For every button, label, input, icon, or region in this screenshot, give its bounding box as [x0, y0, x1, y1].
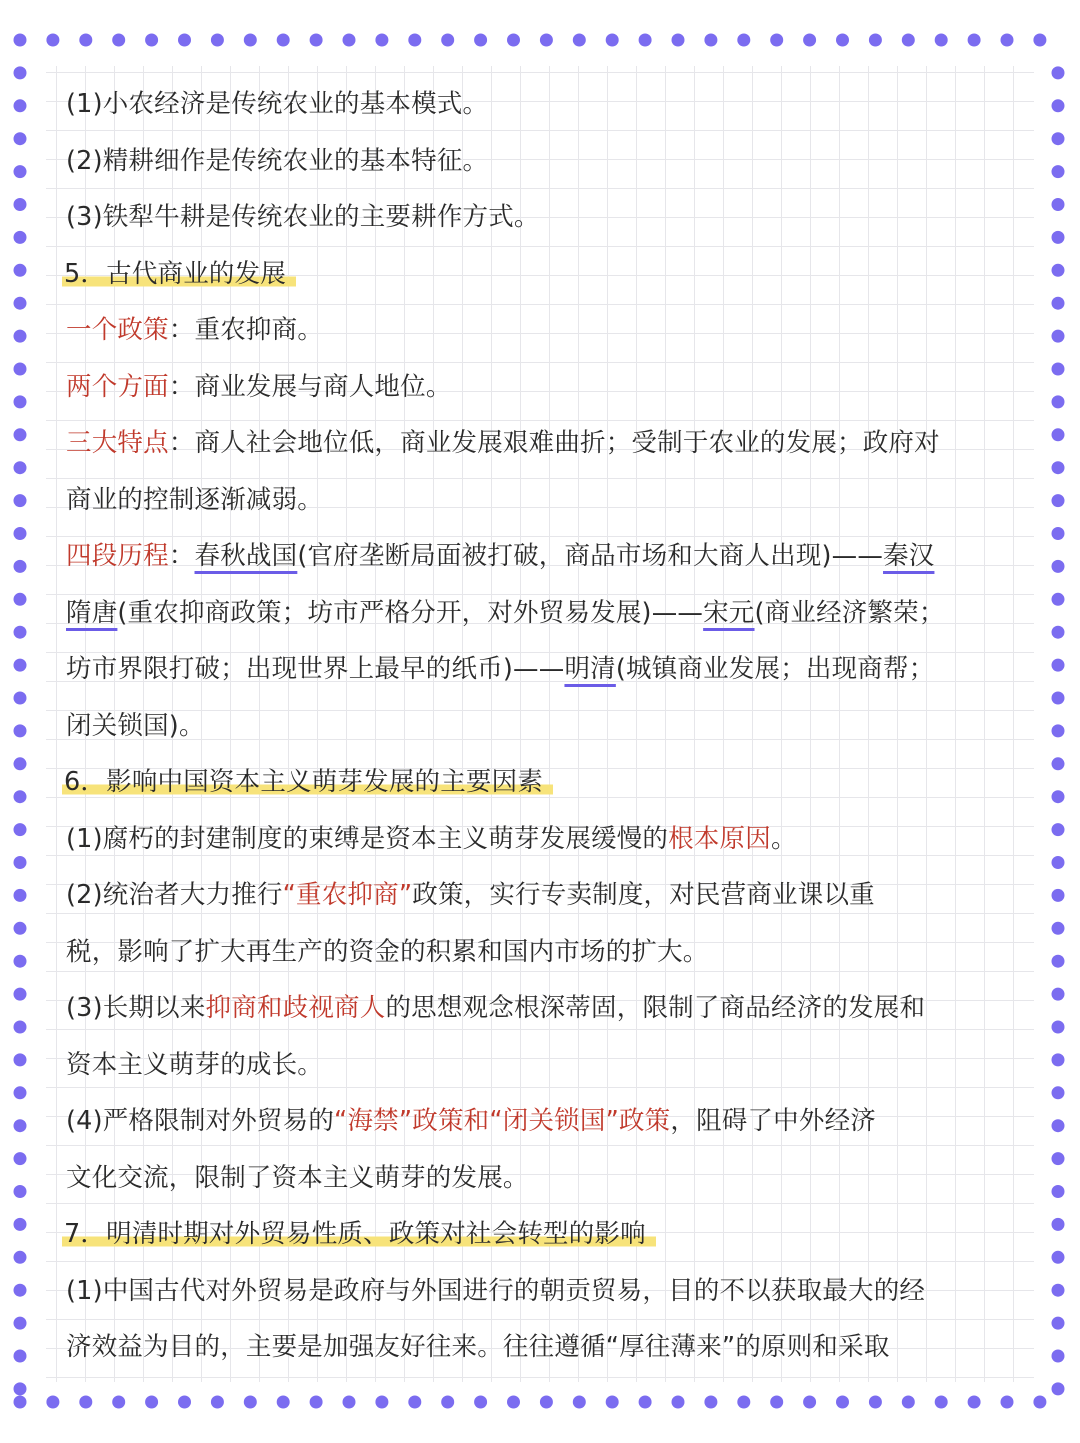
border-dot: [310, 34, 323, 47]
border-dot: [14, 330, 27, 343]
text-line: [66, 867, 1016, 924]
border-dot: [1052, 330, 1065, 343]
border-dot: [540, 34, 553, 47]
border-dot: [770, 34, 783, 47]
border-dot: [211, 34, 224, 47]
text-line: 商业的控制逐渐减弱。: [66, 484, 324, 515]
border-dot: [14, 692, 27, 705]
border-dot: [507, 34, 520, 47]
border-dot: [968, 1396, 981, 1409]
underlined-period: 宋元: [703, 597, 755, 628]
border-dot: [1052, 132, 1065, 145]
text-line: [66, 641, 1016, 698]
border-dot: [507, 1396, 520, 1409]
border-dot: [1052, 1021, 1065, 1034]
border-dot: [14, 1185, 27, 1198]
border-dot: [935, 34, 948, 47]
text: (3)长期以来: [66, 993, 206, 1023]
text: 的思想观念根深蒂固，限制了商品经济的发展和: [385, 993, 926, 1023]
border-dot: [14, 66, 27, 79]
border-dot: [14, 165, 27, 178]
border-dot: [1052, 1382, 1065, 1395]
underlined-period: 秦汉: [883, 541, 935, 571]
border-dot: [1052, 297, 1065, 310]
border-dot: [1052, 1284, 1065, 1297]
emphasis: “重农抑商”: [282, 880, 413, 910]
border-dot: [1052, 1317, 1065, 1330]
label-features: 三大特点: [66, 428, 169, 458]
border-dot: [14, 560, 27, 573]
border-dot: [1052, 66, 1065, 79]
border-dot: [46, 1396, 59, 1409]
text-line: [66, 415, 1016, 472]
border-dot: [1052, 856, 1065, 869]
text-line: [66, 528, 1016, 585]
border-dot: [869, 34, 882, 47]
border-dot: [14, 1119, 27, 1132]
text-line: (1)小农经济是传统农业的基本模式。: [66, 89, 489, 119]
border-dot: [14, 395, 27, 408]
text-line: [66, 1093, 1016, 1150]
border-dot: [869, 1396, 882, 1409]
text: (城镇商业发展；出现商帮；: [615, 654, 935, 684]
text: (官府垄断局面被打破，商品市场和大商人出现)——: [297, 541, 884, 571]
border-dot: [14, 1350, 27, 1363]
border-dot: [1033, 34, 1046, 47]
border-dot: [14, 428, 27, 441]
border-dot: [1052, 428, 1065, 441]
border-dot: [1052, 1218, 1065, 1231]
emphasis: “海禁”政策和“闭关锁国”政策: [334, 1106, 671, 1136]
border-dot: [1052, 659, 1065, 672]
border-dot: [1052, 1152, 1065, 1165]
text-line: 济效益为目的，主要是加强友好往来。往往遵循“厚往薄来”的原则和采取: [66, 1332, 890, 1362]
text: (商业经济繁荣；: [754, 597, 945, 628]
border-dot: [14, 34, 27, 47]
text: (重农抑商政策；坊市严格分开，对外贸易发展)——: [117, 597, 704, 628]
underlined-period: 春秋战国: [194, 541, 298, 571]
border-dot: [1052, 790, 1065, 803]
border-dot: [803, 1396, 816, 1409]
border-dot: [672, 1396, 685, 1409]
border-dot: [1052, 922, 1065, 935]
border-dot: [1052, 363, 1065, 376]
border-dot: [14, 1218, 27, 1231]
border-dot: [573, 1396, 586, 1409]
border-dot: [178, 1396, 191, 1409]
border-dot: [14, 922, 27, 935]
border-dot: [14, 1086, 27, 1099]
text: ，阻碍了中外经济: [670, 1106, 876, 1136]
border-dot: [14, 1053, 27, 1066]
border-dot: [1052, 165, 1065, 178]
border-dot: [1052, 198, 1065, 211]
border-dot: [540, 1396, 553, 1409]
border-dot: [14, 1251, 27, 1264]
border-dot: [935, 1396, 948, 1409]
border-dot: [14, 988, 27, 1001]
border-dot: [704, 1396, 717, 1409]
emphasis: 抑商和歧视商人: [205, 993, 386, 1023]
text: 坊市界限打破；出现世界上最早的纸币)——: [66, 654, 565, 684]
border-dot: [1052, 626, 1065, 639]
border-dot: [79, 1396, 92, 1409]
border-dot: [968, 34, 981, 47]
border-dot: [639, 34, 652, 47]
border-dot: [14, 1152, 27, 1165]
label-aspects: 两个方面: [66, 371, 169, 402]
border-dot: [1052, 757, 1065, 770]
text: (1)腐朽的封建制度的束缚是资本主义萌芽发展缓慢的: [66, 823, 669, 854]
border-dot: [14, 297, 27, 310]
text-line: [66, 359, 1016, 416]
border-dot: [474, 34, 487, 47]
border-dot: [14, 1021, 27, 1034]
border-dot: [1052, 231, 1065, 244]
emphasis: 根本原因: [668, 823, 771, 854]
border-dot: [14, 593, 27, 606]
text: ：: [168, 541, 195, 571]
border-dot: [1052, 1086, 1065, 1099]
border-dot: [14, 889, 27, 902]
label-policy: 一个政策: [66, 315, 169, 345]
border-dot: [1052, 264, 1065, 277]
text: (2)统治者大力推行: [66, 880, 283, 910]
border-dot: [145, 1396, 158, 1409]
border-dot: [14, 626, 27, 639]
notes-content: [66, 76, 1016, 1376]
heading-text: 5．古代商业的发展: [62, 259, 296, 289]
border-dot: [1001, 34, 1014, 47]
border-dot: [14, 527, 27, 540]
border-dot: [474, 1396, 487, 1409]
border-dot: [14, 494, 27, 507]
border-dot: [1052, 461, 1065, 474]
border-dot: [14, 132, 27, 145]
border-dot: [14, 757, 27, 770]
text-line: 文化交流，限制了资本主义萌芽的发展。: [66, 1162, 529, 1193]
border-dot: [1052, 560, 1065, 573]
border-dot: [408, 1396, 421, 1409]
border-dot: [1052, 724, 1065, 737]
border-dot: [145, 34, 158, 47]
border-dot: [836, 34, 849, 47]
text: 政策，实行专卖制度，对民营商业课以重: [412, 880, 875, 910]
text: ：商业发展与商人地位。: [168, 371, 452, 402]
border-dot: [277, 34, 290, 47]
border-dot: [1052, 1053, 1065, 1066]
border-dot: [277, 1396, 290, 1409]
border-dot: [408, 34, 421, 47]
border-dot: [310, 1396, 323, 1409]
border-dot: [704, 34, 717, 47]
border-dot: [14, 1396, 27, 1409]
border-dot: [14, 856, 27, 869]
border-dot: [1052, 1119, 1065, 1132]
border-dot: [606, 34, 619, 47]
border-dot: [343, 34, 356, 47]
border-dot: [244, 1396, 257, 1409]
border-dot: [178, 34, 191, 47]
border-dot: [803, 34, 816, 47]
border-dot: [573, 34, 586, 47]
text-line: (3)铁犁牛耕是传统农业的主要耕作方式。: [66, 202, 540, 232]
section-heading-6: [66, 754, 1016, 811]
border-dot: [902, 34, 915, 47]
text-line: [66, 302, 1016, 359]
text-line: [66, 811, 1016, 868]
text-line: (2)精耕细作是传统农业的基本特征。: [66, 145, 489, 176]
border-dot: [14, 264, 27, 277]
text-line: 税，影响了扩大再生产的资金的积累和国内市场的扩大。: [66, 936, 709, 967]
border-dot: [639, 1396, 652, 1409]
border-dot: [14, 659, 27, 672]
border-dot: [1001, 1396, 1014, 1409]
border-dot: [375, 1396, 388, 1409]
heading-text: 7．明清时期对外贸易性质、政策对社会转型的影响: [62, 1219, 656, 1249]
border-dot: [1052, 527, 1065, 540]
border-dot: [672, 34, 685, 47]
underlined-period: 隋唐: [66, 597, 118, 628]
border-dot: [14, 790, 27, 803]
text: 。: [770, 823, 797, 854]
text-line: [66, 980, 1016, 1037]
text: (4)严格限制对外贸易的: [66, 1106, 335, 1136]
border-dot: [770, 1396, 783, 1409]
border-dot: [1052, 1350, 1065, 1363]
border-dot: [14, 1382, 27, 1395]
border-dot: [343, 1396, 356, 1409]
label-stages: 四段历程: [66, 541, 169, 571]
border-dot: [836, 1396, 849, 1409]
border-dot: [902, 1396, 915, 1409]
border-dot: [1052, 1185, 1065, 1198]
border-dot: [14, 1284, 27, 1297]
border-dot: [211, 1396, 224, 1409]
text: ：商人社会地位低，商业发展艰难曲折；受制于农业的发展；政府对: [168, 428, 940, 458]
border-dot: [14, 724, 27, 737]
border-dot: [79, 34, 92, 47]
border-dot: [737, 34, 750, 47]
border-dot: [1052, 988, 1065, 1001]
border-dot: [1033, 1396, 1046, 1409]
border-dot: [1052, 889, 1065, 902]
border-dot: [14, 231, 27, 244]
border-dot: [14, 1317, 27, 1330]
border-dot: [46, 34, 59, 47]
border-dot: [1052, 99, 1065, 112]
border-dot: [375, 34, 388, 47]
border-dot: [1052, 494, 1065, 507]
heading-text: 6．影响中国资本主义萌芽发展的主要因素: [62, 767, 553, 797]
border-dot: [112, 1396, 125, 1409]
text-line: 闭关锁国)。: [66, 710, 205, 741]
section-heading-7: [66, 1206, 1016, 1263]
border-dot: [14, 955, 27, 968]
section-heading-5: [66, 246, 1016, 303]
border-dot: [112, 34, 125, 47]
text: ：重农抑商。: [168, 315, 324, 345]
border-dot: [14, 363, 27, 376]
border-dot: [14, 823, 27, 836]
border-dot: [1052, 395, 1065, 408]
border-dot: [1052, 955, 1065, 968]
border-dot: [737, 1396, 750, 1409]
border-dot: [1052, 1251, 1065, 1264]
border-dot: [244, 34, 257, 47]
underlined-period: 明清: [564, 654, 616, 684]
border-dot: [14, 198, 27, 211]
border-dot: [1052, 692, 1065, 705]
border-dot: [1052, 823, 1065, 836]
border-dot: [14, 461, 27, 474]
border-dot: [606, 1396, 619, 1409]
border-dot: [441, 34, 454, 47]
border-dot: [14, 99, 27, 112]
border-dot: [441, 1396, 454, 1409]
text-line: [66, 585, 1016, 642]
text-line: 资本主义萌芽的成长。: [66, 1049, 324, 1080]
border-dot: [1052, 593, 1065, 606]
text-line: (1)中国古代对外贸易是政府与外国进行的朝贡贸易，目的不以获取最大的经: [66, 1275, 926, 1306]
